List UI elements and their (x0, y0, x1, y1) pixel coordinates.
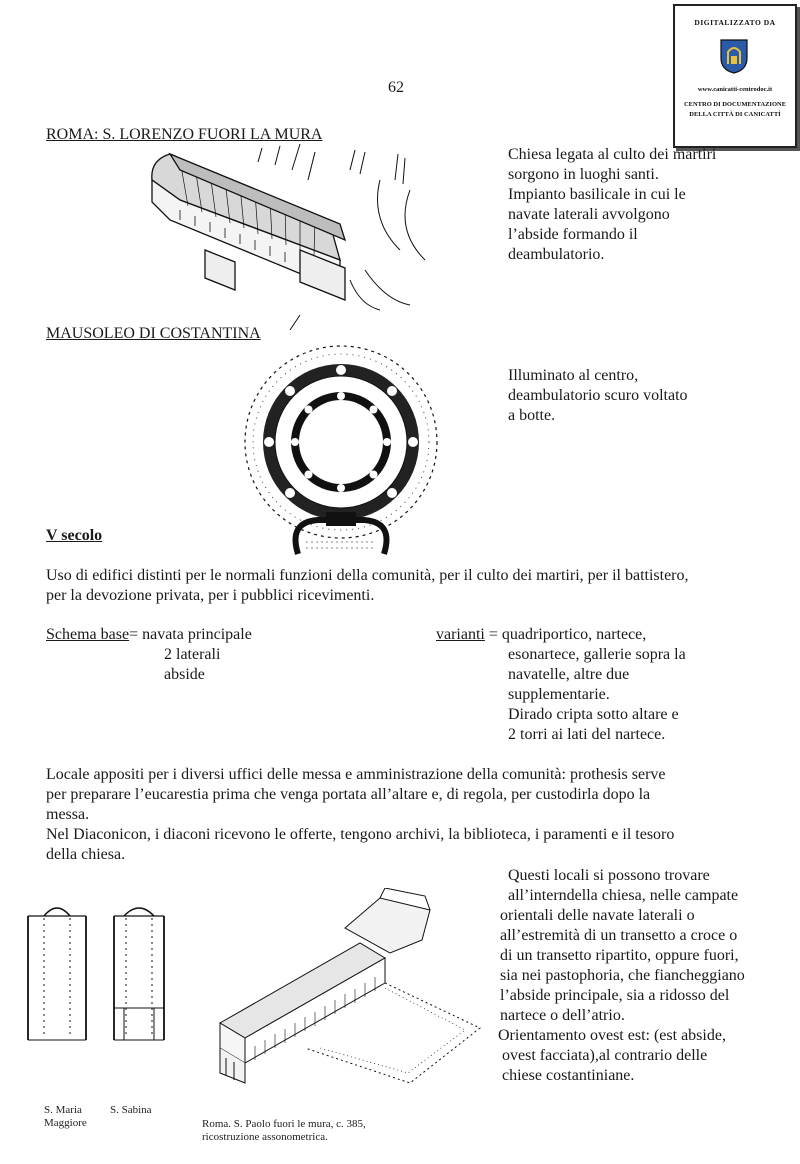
digitization-stamp (673, 4, 797, 148)
caption-s-paolo-2: ricostruzione assonometrica. (202, 1131, 328, 1143)
caption-s-paolo-1: Roma. S. Paolo fuori le mura, c. 385, (202, 1118, 366, 1130)
schema-line-abside: abside (164, 666, 205, 683)
orientamento-note: Orientamento ovest est: (est abside, ovest facciata),al contrario delle chiese costantiniane. (498, 1027, 726, 1084)
mausoleo-plan-drawing (236, 342, 446, 557)
stamp-title: DIGITALIZZATO DA (694, 18, 776, 27)
varianti-list: esonartece, gallerie sopra la navatelle, altre due supplementarie. Dirado cripta sotto altare e 2 torri ai lati del nartece. (508, 646, 686, 743)
schema-base: Schema base= navata principale (46, 626, 252, 643)
s-maria-maggiore-plan-drawing (22, 898, 92, 1048)
s-lorenzo-description: Chiesa legata al culto dei martiri sorgono in luoghi santi. Impianto basilicale in cui le navate laterali avvolgono l’abside formando il deambulatorio. (508, 146, 717, 263)
caption-maggiore: Maggiore (44, 1117, 87, 1129)
heading-s-lorenzo: ROMA: S. LORENZO FUORI LA MURA (46, 126, 323, 143)
locali-description: Questi locali si possono trovare all’interndella chiesa, nelle campate orientali delle navate laterali o all’estremità di un transetto a croce o di un transetto ripartito, oppure fuori, sia nei pastophoria, che fiancheggiano l’abside principale, sia a ridosso del nartece o dell’atrio. (500, 867, 745, 1024)
page-number: 62 (388, 79, 404, 96)
stamp-org: CENTRO DI DOCUMENTAZIONE DELLA CITTÀ DI CANICATTÌ (683, 101, 787, 118)
caption-s-maria: S. Maria (44, 1104, 82, 1116)
s-lorenzo-axonometric-drawing (140, 140, 450, 330)
mausoleo-description: Illuminato al centro, deambulatorio scuro voltato a botte. (508, 367, 688, 424)
heading-mausoleo: MAUSOLEO DI COSTANTINA (46, 325, 261, 342)
schema-line-laterali: 2 laterali (164, 646, 221, 663)
s-paolo-axonometric-drawing (210, 888, 485, 1088)
caption-s-sabina: S. Sabina (110, 1104, 152, 1116)
s-sabina-plan-drawing (108, 898, 170, 1048)
varianti: varianti = quadriportico, nartece, (436, 626, 647, 643)
city-crest-icon (719, 38, 749, 74)
heading-v-secolo: V secolo (46, 527, 103, 544)
stamp-url: www.canicatti-centrodoc.it (697, 86, 773, 93)
intro-paragraph: Uso di edifici distinti per le normali funzioni della comunità, per il culto dei martiri, per il battistero, per la devozione privata, per i pubblici ricevimenti. (46, 567, 689, 604)
paragraph-prothesis: Locale appositi per i diversi uffici delle messa e amministrazione della comunità: prothesis serve per preparare l’eucarestia prima che venga portata all’altare e, di regola, per custodirla dopo la messa. Nel Diaconicon, i diaconi ricevono le offerte, tengono archivi, la biblioteca, i paramenti e il tesoro della chiesa. (46, 766, 675, 863)
